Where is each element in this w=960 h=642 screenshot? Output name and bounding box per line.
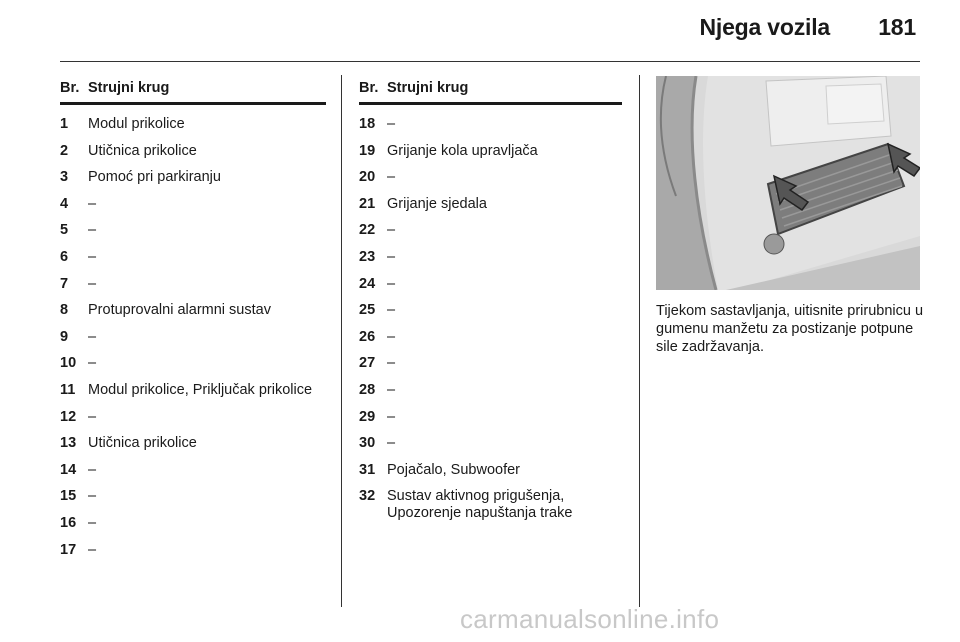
table-row <box>60 169 326 186</box>
fuse-number: 10 <box>60 355 77 372</box>
fuse-number: 23 <box>359 248 376 265</box>
circuit-name: – <box>88 328 97 345</box>
fuse-number: 25 <box>359 302 376 319</box>
fuse-number: 19 <box>359 142 376 159</box>
circuit-name: – <box>387 355 396 372</box>
table-row <box>359 329 622 346</box>
fuse-number: 4 <box>60 195 69 212</box>
fuse-number: 7 <box>60 275 69 292</box>
fuse-number: 21 <box>359 195 376 212</box>
fuse-number: 22 <box>359 222 376 239</box>
table-row <box>60 462 326 479</box>
table-row <box>359 488 622 522</box>
fuse-number: 15 <box>60 488 77 505</box>
circuit-name: – <box>88 195 97 212</box>
fuse-number: 6 <box>60 248 69 265</box>
fuse-number: 27 <box>359 355 376 372</box>
circuit-name: Pomoć pri parkiranju <box>88 169 221 186</box>
circuit-name: – <box>387 222 396 239</box>
fuse-number: 30 <box>359 435 376 452</box>
fuse-number: 9 <box>60 328 69 345</box>
table-row <box>60 196 326 213</box>
circuit-name: – <box>88 488 97 505</box>
table-row <box>359 249 622 266</box>
table-row <box>359 462 622 479</box>
table-row <box>60 409 326 426</box>
table-body <box>60 116 326 559</box>
fuse-number: 2 <box>60 142 69 159</box>
circuit-name: – <box>387 116 396 132</box>
table-row <box>359 302 622 319</box>
instruction-text: Tijekom sastavljanja, uitisnite prirubnicu u gumenu manžetu za postizanje potpune sile zadržavanja. <box>656 303 924 355</box>
table-row <box>60 116 326 133</box>
table-row <box>60 542 326 559</box>
table-row <box>359 276 622 293</box>
table-header <box>60 80 326 105</box>
fuse-number: 8 <box>60 302 69 319</box>
fuse-number: 3 <box>60 169 69 186</box>
table-row <box>359 409 622 426</box>
table-row <box>60 276 326 293</box>
fuse-number: 14 <box>60 461 77 478</box>
circuit-name: – <box>387 302 396 319</box>
table-row <box>359 196 622 213</box>
fuse-number: 32 <box>359 488 376 505</box>
circuit-name: Pojačalo, Subwoofer <box>387 461 520 478</box>
circuit-name: – <box>387 408 396 425</box>
circuit-name: Modul prikolice, Priključak prikolice <box>88 381 313 398</box>
table-body <box>359 116 622 522</box>
circuit-name: – <box>387 435 396 452</box>
fuse-number: 18 <box>359 116 376 132</box>
circuit-name: – <box>88 408 97 425</box>
page-number: 181 <box>878 14 916 40</box>
column-header-circuit: Strujni krug <box>387 80 469 96</box>
fuse-number: 29 <box>359 408 376 425</box>
table-row <box>359 116 622 133</box>
circuit-name: – <box>88 541 97 558</box>
fuse-number: 11 <box>60 381 76 398</box>
fuse-number: 28 <box>359 381 376 398</box>
table-row <box>359 222 622 239</box>
fuse-number: 13 <box>60 435 77 452</box>
table-row <box>60 515 326 532</box>
circuit-name: – <box>387 275 396 292</box>
circuit-name: – <box>88 248 97 265</box>
circuit-name: – <box>387 328 396 345</box>
table-row <box>60 302 326 319</box>
circuit-name: – <box>88 514 97 531</box>
page-title: Njega vozila <box>699 14 831 40</box>
watermark: carmanualsonline.info <box>460 604 720 634</box>
circuit-name: – <box>387 381 396 398</box>
table-header <box>359 80 622 105</box>
illustration-graphic <box>656 76 920 290</box>
table-row <box>60 249 326 266</box>
fuse-number: 1 <box>60 116 69 132</box>
table-row <box>60 355 326 372</box>
fuse-number: 24 <box>359 275 376 292</box>
table-row <box>359 169 622 186</box>
fuse-table-left <box>60 80 326 559</box>
column-divider <box>341 75 342 607</box>
table-row <box>60 329 326 346</box>
table-row <box>60 382 326 399</box>
column-header-nr: Br. <box>359 80 379 96</box>
table-row <box>359 143 622 160</box>
fuse-number: 12 <box>60 408 77 425</box>
table-row <box>359 435 622 452</box>
circuit-name: Sustav aktivnog prigušenja, Upozorenje napuštanja trake <box>387 488 573 522</box>
table-row <box>60 488 326 505</box>
column-header-circuit: Strujni krug <box>88 80 170 96</box>
circuit-name: – <box>88 222 97 239</box>
fuse-number: 31 <box>359 461 376 478</box>
fuse-table-right <box>359 80 622 522</box>
circuit-name: Grijanje kola upravljača <box>387 142 538 159</box>
column-divider <box>639 75 640 607</box>
trunk-panel-illustration <box>656 76 920 290</box>
fuse-number: 20 <box>359 169 376 186</box>
table-row <box>359 355 622 372</box>
circuit-name: Modul prikolice <box>88 116 185 132</box>
table-row <box>60 435 326 452</box>
table-row <box>60 143 326 160</box>
header-divider <box>60 61 920 62</box>
circuit-name: – <box>387 169 396 186</box>
circuit-name: Utičnica prikolice <box>88 435 197 452</box>
fuse-number: 16 <box>60 514 77 531</box>
page-header <box>699 14 916 41</box>
table-row <box>60 222 326 239</box>
circuit-name: Grijanje sjedala <box>387 195 487 212</box>
circuit-name: – <box>387 248 396 265</box>
circuit-name: – <box>88 355 97 372</box>
circuit-name: – <box>88 275 97 292</box>
table-row <box>359 382 622 399</box>
circuit-name: Utičnica prikolice <box>88 142 197 159</box>
fuse-number: 26 <box>359 328 376 345</box>
circuit-name: Protuprovalni alarmni sustav <box>88 302 271 319</box>
fuse-number: 5 <box>60 222 69 239</box>
column-header-nr: Br. <box>60 80 80 96</box>
circuit-name: – <box>88 461 97 478</box>
fuse-number: 17 <box>60 541 77 558</box>
